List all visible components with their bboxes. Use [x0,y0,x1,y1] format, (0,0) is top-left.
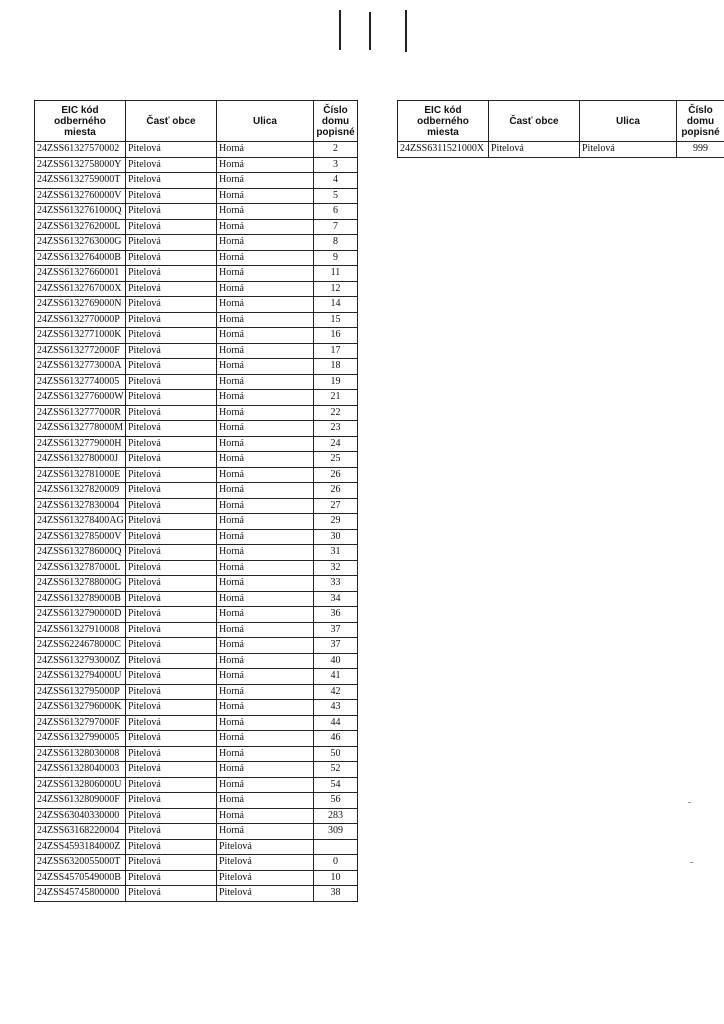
table-row [35,405,358,421]
table-row [35,545,358,561]
cell-cislo: 52 [314,762,358,778]
table-row [35,436,358,452]
cell-cislo: 5 [314,188,358,204]
cell-cast-obce: Pitelová [126,560,217,576]
cell-ulica: Pitelová [217,839,314,855]
table-row [35,746,358,762]
cell-cislo: 46 [314,731,358,747]
cell-eic: 24ZSS6132762000L [35,219,126,235]
cell-cast-obce: Pitelová [126,204,217,220]
scan-speck [688,802,691,803]
cell-cislo: 23 [314,421,358,437]
cell-cast-obce: Pitelová [126,514,217,530]
cell-eic: 24ZSS61327740005 [35,374,126,390]
cell-cislo: 16 [314,328,358,344]
cell-cast-obce: Pitelová [126,886,217,902]
punch-marks [0,0,724,60]
cell-ulica: Horná [217,436,314,452]
cell-eic: 24ZSS61328040003 [35,762,126,778]
cell-eic: 24ZSS6132761000Q [35,204,126,220]
cell-cast-obce: Pitelová [126,328,217,344]
cell-cislo: 27 [314,498,358,514]
cell-cislo: 283 [314,808,358,824]
cell-cast-obce: Pitelová [126,793,217,809]
cell-ulica: Horná [217,266,314,282]
cell-eic: 24ZSS6224678000C [35,638,126,654]
cell-eic: 24ZSS6132809000F [35,793,126,809]
cell-cislo: 10 [314,870,358,886]
cell-cast-obce: Pitelová [126,762,217,778]
cell-ulica: Horná [217,188,314,204]
cell-eic: 24ZSS6132764000B [35,250,126,266]
cell-eic: 24ZSS6311521000X [398,142,489,158]
cell-cast-obce: Pitelová [126,839,217,855]
header-eic: EIC kód odberného miesta [398,101,489,142]
cell-ulica: Horná [217,483,314,499]
cell-cislo: 41 [314,669,358,685]
cell-cislo: 8 [314,235,358,251]
cell-ulica: Pitelová [217,855,314,871]
cell-cislo: 42 [314,684,358,700]
cell-eic: 24ZSS61327660001 [35,266,126,282]
table-row [35,204,358,220]
cell-cislo: 6 [314,204,358,220]
cell-eic: 24ZSS6132789000B [35,591,126,607]
cell-cast-obce: Pitelová [126,173,217,189]
table-row [35,250,358,266]
side-table-body [398,142,724,158]
cell-ulica: Horná [217,746,314,762]
cell-eic: 24ZSS6132776000W [35,390,126,406]
cell-cast-obce: Pitelová [126,700,217,716]
cell-eic: 24ZSS6132795000P [35,684,126,700]
cell-eic: 24ZSS61327910008 [35,622,126,638]
cell-cast-obce: Pitelová [126,359,217,375]
table-row [35,421,358,437]
table-row [35,638,358,654]
cell-cislo: 14 [314,297,358,313]
cell-ulica: Horná [217,731,314,747]
cell-ulica: Horná [217,467,314,483]
cell-cislo: 7 [314,219,358,235]
table-row [35,591,358,607]
table-row [35,839,358,855]
cell-ulica: Pitelová [217,886,314,902]
cell-ulica: Horná [217,281,314,297]
scan-speck [690,862,693,863]
cell-ulica: Horná [217,622,314,638]
cell-ulica: Horná [217,529,314,545]
cell-ulica: Horná [217,684,314,700]
table-row [35,483,358,499]
cell-eic: 24ZSS6132778000M [35,421,126,437]
cell-eic: 24ZSS6132767000X [35,281,126,297]
cell-cast-obce: Pitelová [126,622,217,638]
cell-cislo: 21 [314,390,358,406]
cell-ulica: Horná [217,359,314,375]
table-row [35,793,358,809]
cell-eic: 24ZSS61327990005 [35,731,126,747]
cell-eic: 24ZSS6132771000K [35,328,126,344]
cell-cast-obce: Pitelová [126,669,217,685]
cell-cislo: 15 [314,312,358,328]
cell-cislo: 22 [314,405,358,421]
cell-cislo: 38 [314,886,358,902]
cell-ulica: Pitelová [217,870,314,886]
cell-cislo: 34 [314,591,358,607]
cell-eic: 24ZSS6132785000V [35,529,126,545]
cell-cast-obce: Pitelová [126,421,217,437]
cell-eic: 24ZSS45745800000 [35,886,126,902]
table-row [35,173,358,189]
table-row [35,328,358,344]
table-row [35,870,358,886]
header-ulica: Ulica [580,101,677,142]
table-header-row [35,101,358,142]
tick-mark [339,10,341,50]
cell-cast-obce: Pitelová [126,498,217,514]
cell-ulica: Pitelová [580,142,677,158]
table-row [35,529,358,545]
side-table [397,100,724,158]
cell-cast-obce: Pitelová [126,731,217,747]
cell-cast-obce: Pitelová [126,808,217,824]
cell-ulica: Horná [217,669,314,685]
cell-eic: 24ZSS613278400AG [35,514,126,530]
cell-cast-obce: Pitelová [126,219,217,235]
cell-cast-obce: Pitelová [126,312,217,328]
table-row [35,607,358,623]
cell-cislo: 2 [314,142,358,158]
cell-cislo: 50 [314,746,358,762]
cell-cast-obce: Pitelová [126,529,217,545]
tick-mark [405,10,407,52]
cell-cast-obce: Pitelová [126,436,217,452]
cell-ulica: Horná [217,374,314,390]
cell-cast-obce: Pitelová [126,235,217,251]
cell-ulica: Horná [217,762,314,778]
table-row [35,762,358,778]
cell-ulica: Horná [217,235,314,251]
cell-ulica: Horná [217,545,314,561]
cell-ulica: Horná [217,157,314,173]
cell-eic: 24ZSS6132797000F [35,715,126,731]
cell-eic: 24ZSS6132790000D [35,607,126,623]
cell-eic: 24ZSS4570549000B [35,870,126,886]
cell-ulica: Horná [217,514,314,530]
cell-cislo: 17 [314,343,358,359]
table-row [35,731,358,747]
cell-cislo: 18 [314,359,358,375]
main-table [34,100,358,902]
table-row [35,374,358,390]
header-cislo: Číslo domu popisné [314,101,358,142]
cell-cislo [314,839,358,855]
table-row [35,669,358,685]
cell-ulica: Horná [217,204,314,220]
cell-cislo: 19 [314,374,358,390]
cell-cast-obce: Pitelová [126,483,217,499]
cell-cislo: 309 [314,824,358,840]
cell-ulica: Horná [217,142,314,158]
cell-cislo: 999 [677,142,724,158]
cell-eic: 24ZSS6132759000T [35,173,126,189]
cell-eic: 24ZSS6132794000U [35,669,126,685]
cell-cast-obce: Pitelová [126,374,217,390]
table-row [35,700,358,716]
table-row [35,715,358,731]
table-row [35,235,358,251]
cell-ulica: Horná [217,328,314,344]
header-cast-obce: Časť obce [489,101,580,142]
header-cislo: Číslo domu popisné [677,101,724,142]
cell-eic: 24ZSS6132758000Y [35,157,126,173]
cell-ulica: Horná [217,560,314,576]
cell-ulica: Horná [217,452,314,468]
cell-cislo: 36 [314,607,358,623]
cell-eic: 24ZSS6132781000E [35,467,126,483]
table-header-row [398,101,724,142]
cell-cast-obce: Pitelová [126,266,217,282]
cell-cast-obce: Pitelová [126,607,217,623]
cell-eic: 24ZSS6132779000H [35,436,126,452]
cell-cislo: 26 [314,467,358,483]
cell-ulica: Horná [217,173,314,189]
cell-ulica: Horná [217,824,314,840]
cell-ulica: Horná [217,250,314,266]
cell-cislo: 40 [314,653,358,669]
table-row [35,390,358,406]
cell-cislo: 0 [314,855,358,871]
cell-ulica: Horná [217,700,314,716]
cell-cislo: 26 [314,483,358,499]
cell-cislo: 4 [314,173,358,189]
cell-cast-obce: Pitelová [126,870,217,886]
table-row [35,576,358,592]
cell-cislo: 25 [314,452,358,468]
header-ulica: Ulica [217,101,314,142]
cell-cislo: 43 [314,700,358,716]
cell-cislo: 29 [314,514,358,530]
tick-mark [369,12,371,50]
cell-cislo: 44 [314,715,358,731]
table-row [35,142,358,158]
cell-cast-obce: Pitelová [489,142,580,158]
main-table-body [35,142,358,902]
cell-eic: 24ZSS6132787000L [35,560,126,576]
cell-cast-obce: Pitelová [126,777,217,793]
table-row [35,219,358,235]
cell-eic: 24ZSS4593184000Z [35,839,126,855]
cell-cast-obce: Pitelová [126,188,217,204]
table-row [35,157,358,173]
cell-cast-obce: Pitelová [126,452,217,468]
cell-ulica: Horná [217,653,314,669]
cell-cast-obce: Pitelová [126,281,217,297]
cell-eic: 24ZSS63168220004 [35,824,126,840]
cell-cast-obce: Pitelová [126,591,217,607]
cell-ulica: Horná [217,808,314,824]
cell-ulica: Horná [217,607,314,623]
cell-cast-obce: Pitelová [126,157,217,173]
cell-cislo: 33 [314,576,358,592]
cell-ulica: Horná [217,312,314,328]
table-row [35,777,358,793]
cell-cislo: 24 [314,436,358,452]
cell-cast-obce: Pitelová [126,142,217,158]
cell-ulica: Horná [217,343,314,359]
cell-eic: 24ZSS6132806000U [35,777,126,793]
table-row [35,855,358,871]
cell-cislo: 11 [314,266,358,282]
cell-eic: 24ZSS6132777000R [35,405,126,421]
cell-cislo: 12 [314,281,358,297]
table-row [398,142,724,158]
cell-cast-obce: Pitelová [126,715,217,731]
cell-cast-obce: Pitelová [126,405,217,421]
table-row [35,886,358,902]
cell-ulica: Horná [217,793,314,809]
cell-ulica: Horná [217,777,314,793]
cell-ulica: Horná [217,638,314,654]
cell-eic: 24ZSS6132780000J [35,452,126,468]
cell-cislo: 30 [314,529,358,545]
cell-eic: 24ZSS6132796000K [35,700,126,716]
cell-cast-obce: Pitelová [126,343,217,359]
cell-cislo: 31 [314,545,358,561]
table-row [35,188,358,204]
table-row [35,653,358,669]
cell-cislo: 32 [314,560,358,576]
table-row [35,359,358,375]
cell-eic: 24ZSS6132788000G [35,576,126,592]
table-row [35,452,358,468]
cell-cast-obce: Pitelová [126,684,217,700]
table-row [35,560,358,576]
cell-cast-obce: Pitelová [126,746,217,762]
cell-ulica: Horná [217,715,314,731]
cell-cast-obce: Pitelová [126,653,217,669]
cell-eic: 24ZSS6132763000G [35,235,126,251]
cell-ulica: Horná [217,219,314,235]
cell-eic: 24ZSS6132760000V [35,188,126,204]
cell-eic: 24ZSS61327830004 [35,498,126,514]
cell-ulica: Horná [217,498,314,514]
cell-eic: 24ZSS61327570002 [35,142,126,158]
cell-eic: 24ZSS6320055000T [35,855,126,871]
cell-cislo: 54 [314,777,358,793]
cell-eic: 24ZSS61328030008 [35,746,126,762]
cell-cislo: 56 [314,793,358,809]
cell-cislo: 37 [314,638,358,654]
cell-ulica: Horná [217,405,314,421]
table-row [35,297,358,313]
cell-cislo: 9 [314,250,358,266]
cell-cast-obce: Pitelová [126,467,217,483]
cell-ulica: Horná [217,576,314,592]
cell-cast-obce: Pitelová [126,824,217,840]
cell-ulica: Horná [217,390,314,406]
cell-eic: 24ZSS63040330000 [35,808,126,824]
header-eic: EIC kód odberného miesta [35,101,126,142]
cell-eic: 24ZSS6132770000P [35,312,126,328]
cell-ulica: Horná [217,591,314,607]
table-row [35,266,358,282]
cell-eic: 24ZSS6132769000N [35,297,126,313]
cell-cast-obce: Pitelová [126,390,217,406]
cell-eic: 24ZSS6132786000Q [35,545,126,561]
cell-ulica: Horná [217,297,314,313]
table-row [35,684,358,700]
table-row [35,498,358,514]
cell-cast-obce: Pitelová [126,297,217,313]
table-row [35,281,358,297]
cell-eic: 24ZSS61327820009 [35,483,126,499]
cell-cast-obce: Pitelová [126,545,217,561]
table-row [35,343,358,359]
cell-eic: 24ZSS6132773000A [35,359,126,375]
cell-cislo: 37 [314,622,358,638]
cell-cislo: 3 [314,157,358,173]
cell-cast-obce: Pitelová [126,576,217,592]
cell-ulica: Horná [217,421,314,437]
header-cast-obce: Časť obce [126,101,217,142]
table-row [35,808,358,824]
cell-eic: 24ZSS6132793000Z [35,653,126,669]
cell-cast-obce: Pitelová [126,250,217,266]
table-row [35,622,358,638]
table-row [35,312,358,328]
cell-eic: 24ZSS6132772000F [35,343,126,359]
table-row [35,514,358,530]
table-row [35,467,358,483]
cell-cast-obce: Pitelová [126,855,217,871]
table-row [35,824,358,840]
cell-cast-obce: Pitelová [126,638,217,654]
